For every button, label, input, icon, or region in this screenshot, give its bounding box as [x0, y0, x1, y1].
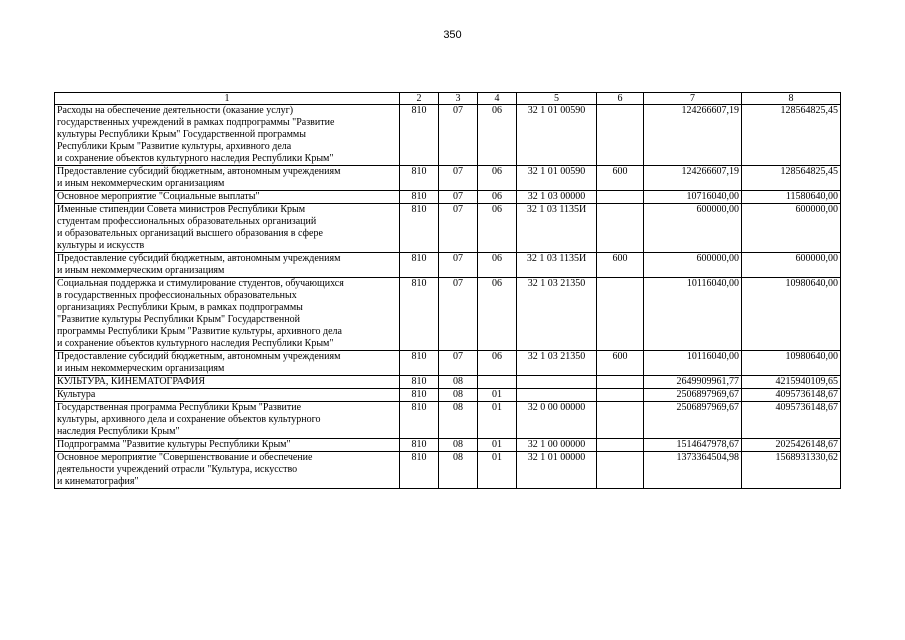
cell-target-article: 32 1 00 00000	[517, 439, 597, 452]
table-row	[55, 452, 841, 489]
table-row	[55, 278, 841, 351]
cell-name: Расходы на обеспечение деятельности (оказание услуг) государственных учреждений в рамках подпрограммы "Развитие культуры Республики Крым" Государственной программы Республики Крым "Развитие культуры, архивного дела и сохранение объектов культурного наследия Республики Крым"	[55, 105, 400, 166]
cell-subsection-code: 06	[478, 191, 517, 204]
cell-ministry-code: 810	[400, 351, 439, 376]
cell-ministry-code: 810	[400, 105, 439, 166]
cell-expense-type: 600	[597, 253, 644, 278]
cell-subsection-code: 06	[478, 278, 517, 351]
cell-name: Именные стипендии Совета министров Республики Крым студентам профессиональных образовательных организаций и образовательных организаций высшего образования в сфере культуры и искусств	[55, 204, 400, 253]
cell-section-code: 08	[439, 389, 478, 402]
cell-name: Основное мероприятие "Социальные выплаты"	[55, 191, 400, 204]
cell-expense-type	[597, 204, 644, 253]
cell-amount-year1: 600000,00	[644, 253, 742, 278]
table-row	[55, 389, 841, 402]
cell-section-code: 08	[439, 452, 478, 489]
cell-amount-year2: 4095736148,67	[742, 389, 841, 402]
cell-ministry-code: 810	[400, 166, 439, 191]
cell-target-article	[517, 389, 597, 402]
table-row	[55, 439, 841, 452]
table-row	[55, 105, 841, 166]
cell-amount-year2: 600000,00	[742, 253, 841, 278]
cell-ministry-code: 810	[400, 452, 439, 489]
column-header: 4	[478, 93, 517, 105]
cell-section-code: 08	[439, 376, 478, 389]
cell-subsection-code	[478, 376, 517, 389]
column-header: 3	[439, 93, 478, 105]
cell-amount-year1: 124266607,19	[644, 105, 742, 166]
cell-ministry-code: 810	[400, 402, 439, 439]
cell-section-code: 08	[439, 439, 478, 452]
cell-subsection-code: 06	[478, 166, 517, 191]
cell-target-article: 32 1 03 1135И	[517, 204, 597, 253]
cell-section-code: 07	[439, 351, 478, 376]
column-header: 5	[517, 93, 597, 105]
cell-expense-type: 600	[597, 166, 644, 191]
table-body	[55, 105, 841, 489]
cell-subsection-code: 06	[478, 204, 517, 253]
cell-ministry-code: 810	[400, 253, 439, 278]
cell-name: Предоставление субсидий бюджетным, автономным учреждениям и иным некоммерческим организациям	[55, 253, 400, 278]
cell-ministry-code: 810	[400, 204, 439, 253]
cell-amount-year1: 10116040,00	[644, 278, 742, 351]
cell-ministry-code: 810	[400, 439, 439, 452]
cell-name: Предоставление субсидий бюджетным, автономным учреждениям и иным некоммерческим организациям	[55, 351, 400, 376]
column-header: 2	[400, 93, 439, 105]
column-header: 6	[597, 93, 644, 105]
cell-expense-type	[597, 278, 644, 351]
cell-expense-type	[597, 389, 644, 402]
cell-amount-year2: 128564825,45	[742, 105, 841, 166]
cell-name: Предоставление субсидий бюджетным, автономным учреждениям и иным некоммерческим организациям	[55, 166, 400, 191]
cell-amount-year2: 2025426148,67	[742, 439, 841, 452]
cell-amount-year2: 600000,00	[742, 204, 841, 253]
cell-amount-year1: 1373364504,98	[644, 452, 742, 489]
cell-amount-year2: 11580640,00	[742, 191, 841, 204]
cell-target-article: 32 1 03 00000	[517, 191, 597, 204]
table-row	[55, 166, 841, 191]
cell-target-article	[517, 376, 597, 389]
cell-target-article: 32 1 03 1135И	[517, 253, 597, 278]
cell-expense-type: 600	[597, 351, 644, 376]
cell-expense-type	[597, 376, 644, 389]
cell-target-article: 32 1 01 00590	[517, 166, 597, 191]
table-row	[55, 402, 841, 439]
cell-subsection-code: 06	[478, 253, 517, 278]
cell-target-article: 32 1 01 00590	[517, 105, 597, 166]
column-header: 7	[644, 93, 742, 105]
cell-expense-type	[597, 105, 644, 166]
header-row	[55, 93, 841, 105]
cell-amount-year1: 124266607,19	[644, 166, 742, 191]
cell-target-article: 32 1 03 21350	[517, 278, 597, 351]
cell-section-code: 07	[439, 191, 478, 204]
cell-target-article: 32 0 00 00000	[517, 402, 597, 439]
cell-ministry-code: 810	[400, 389, 439, 402]
column-header: 8	[742, 93, 841, 105]
page-number: 350	[443, 29, 462, 41]
cell-target-article: 32 1 01 00000	[517, 452, 597, 489]
cell-name: КУЛЬТУРА, КИНЕМАТОГРАФИЯ	[55, 376, 400, 389]
cell-subsection-code: 01	[478, 439, 517, 452]
cell-section-code: 07	[439, 253, 478, 278]
cell-section-code: 08	[439, 402, 478, 439]
cell-amount-year2: 4095736148,67	[742, 402, 841, 439]
cell-name: Основное мероприятие "Совершенствование и обеспечение деятельности учреждений отрасли "Культура, искусство и кинематография"	[55, 452, 400, 489]
cell-name: Социальная поддержка и стимулирование студентов, обучающихся в государственных профессиональных образовательных организациях Республики Крым, в рамках подпрограммы "Развитие культуры Республики Крым" Государственной программы Республики Крым "Развитие культуры, архивного дела и сохранение объектов культурного наследия Республики Крым"	[55, 278, 400, 351]
cell-amount-year1: 2649909961,77	[644, 376, 742, 389]
cell-ministry-code: 810	[400, 191, 439, 204]
cell-amount-year1: 10116040,00	[644, 351, 742, 376]
cell-section-code: 07	[439, 278, 478, 351]
cell-amount-year2: 128564825,45	[742, 166, 841, 191]
cell-subsection-code: 01	[478, 452, 517, 489]
column-header: 1	[55, 93, 400, 105]
cell-amount-year1: 10716040,00	[644, 191, 742, 204]
cell-subsection-code: 01	[478, 402, 517, 439]
table-row	[55, 204, 841, 253]
budget-table	[54, 92, 841, 489]
cell-section-code: 07	[439, 166, 478, 191]
cell-amount-year1: 600000,00	[644, 204, 742, 253]
cell-name: Культура	[55, 389, 400, 402]
cell-section-code: 07	[439, 105, 478, 166]
cell-amount-year2: 4215940109,65	[742, 376, 841, 389]
cell-amount-year2: 10980640,00	[742, 278, 841, 351]
cell-ministry-code: 810	[400, 278, 439, 351]
cell-amount-year1: 1514647978,67	[644, 439, 742, 452]
table-row	[55, 191, 841, 204]
table-row	[55, 376, 841, 389]
cell-name: Государственная программа Республики Крым "Развитие культуры, архивного дела и сохранение объектов культурного наследия Республики Крым"	[55, 402, 400, 439]
cell-subsection-code: 06	[478, 351, 517, 376]
cell-amount-year2: 1568931330,62	[742, 452, 841, 489]
cell-subsection-code: 06	[478, 105, 517, 166]
cell-expense-type	[597, 439, 644, 452]
cell-ministry-code: 810	[400, 376, 439, 389]
cell-subsection-code: 01	[478, 389, 517, 402]
cell-name: Подпрограмма "Развитие культуры Республики Крым"	[55, 439, 400, 452]
table-row	[55, 253, 841, 278]
cell-expense-type	[597, 452, 644, 489]
cell-target-article: 32 1 03 21350	[517, 351, 597, 376]
cell-expense-type	[597, 402, 644, 439]
cell-amount-year1: 2506897969,67	[644, 389, 742, 402]
table-row	[55, 351, 841, 376]
cell-amount-year2: 10980640,00	[742, 351, 841, 376]
cell-section-code: 07	[439, 204, 478, 253]
cell-expense-type	[597, 191, 644, 204]
cell-amount-year1: 2506897969,67	[644, 402, 742, 439]
